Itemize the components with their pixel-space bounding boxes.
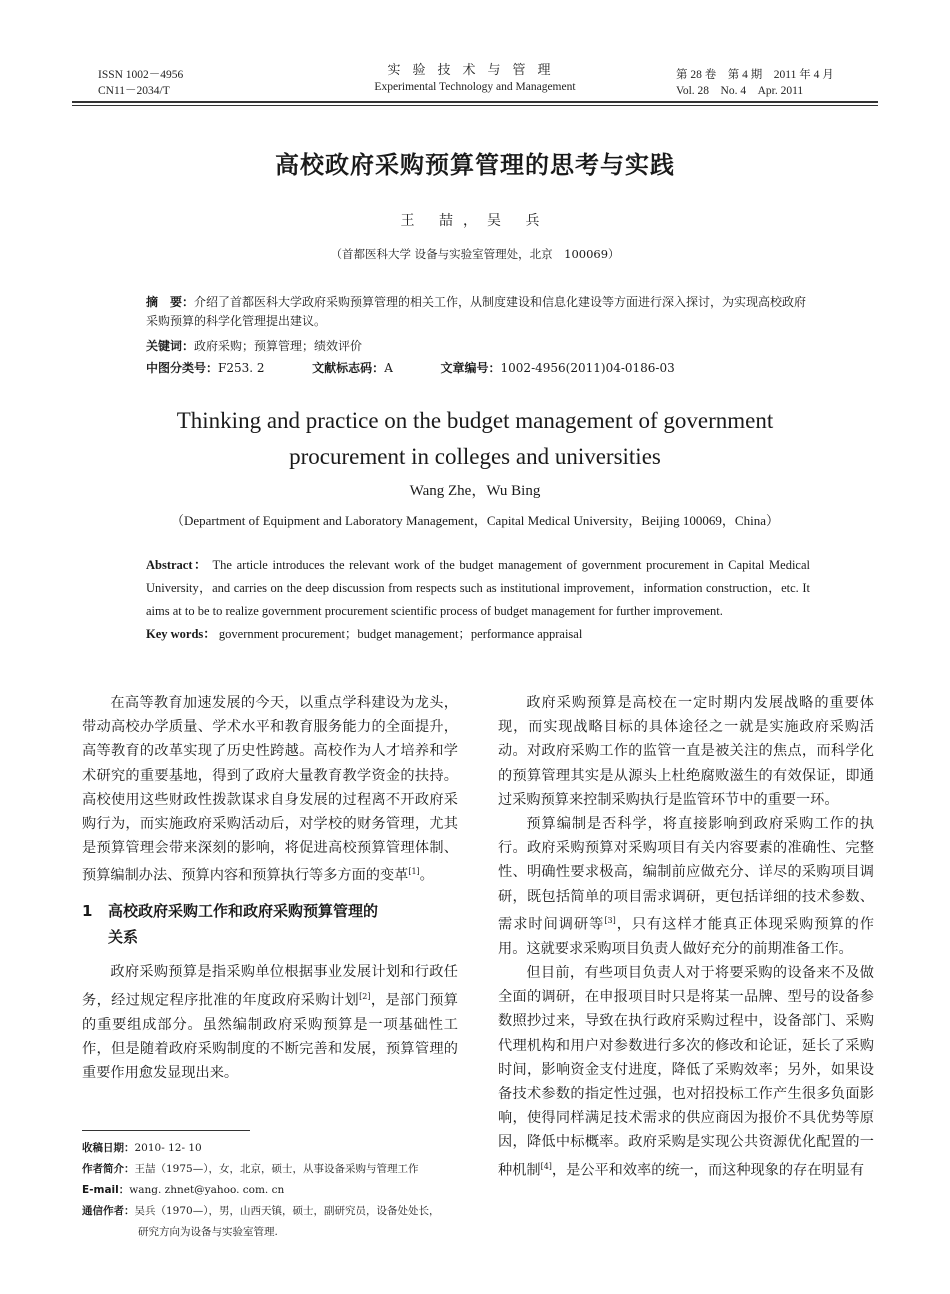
paper-title-en-line1: Thinking and practice on the budget management of government [176,408,774,433]
paper-title-en-line2: procurement in colleges and universities [289,444,661,469]
abstract-en-text: The article introduces the relevant work of the budget management of government procurement in Capital Medical University，and carries on the deep discussion from respects such as institutional improvement，information construction，etc. It aims at to be to realize government procurement scientific process of budget management for further improvement. [146,558,810,618]
citation-ref: [1] [408,867,420,877]
body-text: 但目前，有些项目负责人对于将要采购的设备来不及做全面的调研，在申报项目时只是将某一品牌、型号的设备参数照抄过来，导致在执行政府采购过程中，设备部门、采购代理机构和用户对参数进行多次的修改和论证，延长了采购时间，影响资金支付进度，降低了采购效率；另外，如果设备技术参数的指定性过强，也对招投标工作产生很多负面影响，使得同样满足技术需求的供应商因为报价不具优势等原因，降低中标概率。政府采购是实现公共资源优化配置的一种机制 [498,964,874,1179]
issn: ISSN 1002－4956 [98,69,184,81]
journal-name-block [300,63,650,95]
footnote-corr-label: 通信作者： [82,1205,135,1217]
footnote-author-value: 王喆（1975—），女，北京，硕士，从事设备采购与管理工作 [134,1163,419,1175]
citation-ref: [3] [604,915,616,925]
footnote-received [82,1138,462,1159]
citation-ref: [2] [359,991,371,1001]
body-text-end: ，是公平和效率的统一，而这种现象的存在明显有 [551,1162,865,1179]
footnote-author-label: 作者简介： [82,1163,135,1175]
article-no-value: 1002-4956(2011)04-0186-03 [500,361,675,375]
issue-info-en: Vol. 28 No. 4 Apr. 2011 [676,85,804,97]
footnote-rule [82,1130,250,1131]
body-text: 预算编制是否科学，将直接影响到政府采购工作的执行。政府采购预算对采购项目有关内容要素的准确性、完整性、明确性要求极高，编制前应做充分、详尽的采购项目调研，既包括简单的项目需求调研，更包括详细的技术参数、需求时间调研等 [498,816,874,933]
footnote-received-label: 收稿日期： [82,1142,135,1154]
footnote-corresponding [82,1201,462,1243]
abstract-en-label: Abstract： [146,558,209,572]
keywords-en-label: Key words： [146,627,216,641]
class-label: 中图分类号： [146,361,219,375]
doc-code-value: A [384,361,393,375]
footnote-email-label: E-mail： [82,1184,130,1196]
keywords-cn-label: 关键词： [146,339,195,353]
body-paragraph [498,812,874,961]
abstract-cn-text: 介绍了首都医科大学政府采购预算管理的相关工作，从制度建设和信息化建设等方面进行深入探讨，为实现高校政府采购预算的科学化管理提出建议。 [146,295,807,328]
footnote-email-value: wang. zhnet@yahoo. com. cn [129,1184,285,1196]
header-rule-thin [72,105,878,106]
footnote-received-value: 2010- 12- 10 [134,1142,202,1154]
issue-info-cn: 第 28 卷 第 4 期 2011 年 4 月 [676,69,834,81]
keywords-en-text: government procurement；budget management；performance appraisal [218,627,583,641]
body-paragraph [498,961,874,1183]
header-rule [72,101,878,103]
journal-name-en: Experimental Technology and Management [374,81,576,93]
body-paragraph [82,960,458,1085]
body-paragraph [82,691,458,888]
class-value: F253. 2 [218,361,265,375]
footnote-author [82,1159,462,1180]
section-title-line1: 高校政府采购工作和政府采购预算管理的 [108,902,379,921]
citation-ref: [4] [540,1161,552,1171]
body-text-end: ，是部门预算的重要组成部分。虽然编制政府采购预算是一项基础性工作，但是随着政府采购制度的不断完善和发展，预算管理的重要作用愈发显现出来。 [82,992,458,1081]
affiliation-en: （Department of Equipment and Laboratory Management，Capital Medical University，Beijing 100069，China） [171,513,779,528]
article-no-label: 文章编号： [440,361,501,375]
keywords-en [146,623,810,646]
journal-issn-block [98,67,183,99]
footnotes [82,1138,462,1243]
footnote-email [82,1180,462,1201]
section-number: 1 [82,902,93,921]
body-text: 政府采购预算是指采购单位根据事业发展计划和行政任务，经过规定程序批准的年度政府采购计划 [82,964,458,1009]
section-title-line2: 关系 [108,928,139,947]
body-text-end: 。 [419,868,434,885]
keywords-cn-text: 政府采购；预算管理；绩效评价 [194,339,363,353]
issue-info-block [676,67,834,99]
paper-title-en [0,403,950,475]
section-heading-1 [82,898,458,950]
journal-name-cn: 实验技术与管理 [387,63,563,78]
doc-code-label: 文献标志码： [312,361,385,375]
body-column-left [82,691,458,1085]
authors-cn: 王 喆，吴 兵 [400,213,550,229]
body-text: 在高等教育加速发展的今天，以重点学科建设为龙头，带动高校办学质量、学术水平和教育服务能力的全面提升，高等教育的改革实现了历史性跨越。高校作为人才培养和学术研究的重要基地，得到了政府大量教育教学资金的扶持。高校使用这些财政性拨款谋求自身发展的过程离不开政府采购行为，而实施政府采购活动后，对学校的财务管理，尤其是预算管理会带来深刻的影响，将促进高校预算管理体制、预算编制办法、预算内容和预算执行等多方面的变革 [82,695,458,885]
body-text-end: ，只有这样才能真正体现采购预算的作用。这就要求采购项目负责人做好充分的前期准备工作。 [498,916,874,957]
body-column-right [498,691,874,1183]
classification-line [146,359,810,378]
cn-number: CN11－2034/T [98,85,170,97]
footnote-corr-value-cont: 研究方向为设备与实验室管理. [138,1226,278,1238]
body-paragraph: 政府采购预算是高校在一定时期内发展战略的重要体现，而实现战略目标的具体途径之一就是实施政府采购活动。对政府采购工作的监管一直是被关注的焦点，而科学化的预算管理其实是从源头上杜绝腐败滋生的有效保证，即通过采购预算来控制采购执行是监管环节中的重要一环。 [498,695,874,808]
abstract-cn-label: 摘 要： [146,295,195,309]
abstract-cn [146,293,810,331]
footnote-corr-value: 吴兵（1970—），男，山西天镇，硕士，副研究员，设备处处长， [134,1205,440,1217]
affiliation-cn: （首都医科大学 设备与实验室管理处，北京 100069） [330,247,620,261]
abstract-en-para [146,554,810,623]
paper-title-cn: 高校政府采购预算管理的思考与实践 [275,151,675,179]
authors-en: Wang Zhe，Wu Bing [409,483,541,499]
keywords-cn [146,337,810,356]
abstract-en [146,554,810,646]
